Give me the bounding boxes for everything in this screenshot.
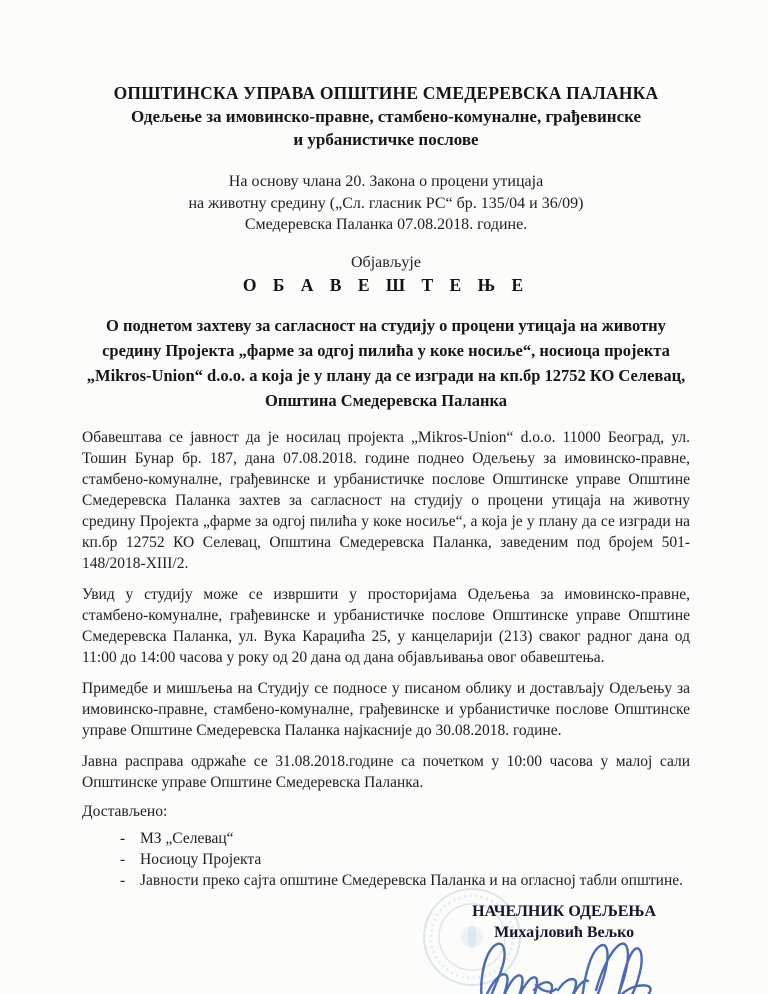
signature-name: Михајловић Вељко xyxy=(494,923,635,941)
body-paragraph: Јавна расправа одржаће се 31.08.2018.године са почетком у 10:00 часова у малој сали Општинске управе Општине Смедеревска Паланка. xyxy=(82,752,690,791)
delivered-list xyxy=(82,828,690,891)
org-title: ОПШТИНСКА УПРАВА ОПШТИНЕ СМЕДЕРЕВСКА ПАЛАНКА xyxy=(113,83,659,103)
legal-basis-line-3: Смедеревска Паланка 07.08.2018. године. xyxy=(244,216,528,233)
list-dash: - xyxy=(120,829,126,847)
legal-basis-line-1: На основу члана 20. Закона о процени утицаја xyxy=(228,173,544,190)
body-paragraph: Увид у студију може се извршити у просторијама Одељења за имовинско-правне, стамбено-комуналне, грађевинске и урбанистичке послове Општинске управе Општине Смедеревска Паланка, ул. Вука Караџића 25, у канцеларији (213) сваког радног дана од 11:00 до 14:00 часова у року од 20 дана од дана објављивања овог обавештења. xyxy=(82,585,690,666)
delivered-item-text: МЗ „Селевац“ xyxy=(140,829,234,847)
document-header xyxy=(82,82,690,151)
legal-basis-line-2: на животну средину („Сл. гласник РС“ бр. 135/04 и 36/09) xyxy=(188,194,584,212)
org-department-line-1: Одељење за имовинско-правне, стамбено-комуналне, грађевинске xyxy=(130,107,642,126)
list-item xyxy=(82,870,690,891)
body-paragraph: Обавештава се јавност да је носилац пројекта „Mikros-Union“ d.o.o. 11000 Београд, ул. Тошин Бунар бр. 187, дана 07.08.2018. године поднео Одељењу за имовинско-правне, стамбено-комуналне, грађевинске и урбанистичке послове Општинске управе Општине Смедеревска Паланка захтев за сагласност на студију о процени утицаја на животну средину Пројекта „фарме за одгој пилића у коке носиље“, а која је у плану да се изгради на кп.бр 12752 КО Селевац, Општина Смедеревска Паланка, заведеним под бројем 501-148/2018-XIII/2. xyxy=(82,428,690,572)
signature-title: НАЧЕЛНИК ОДЕЉЕЊА xyxy=(472,902,656,920)
delivered-label: Достављено: xyxy=(82,802,168,820)
list-item xyxy=(82,828,690,849)
handwritten-signature xyxy=(474,937,656,994)
announce-label: Објављује xyxy=(351,253,421,271)
list-item xyxy=(82,849,690,870)
signature-block xyxy=(472,901,656,943)
delivered-item-text: Јавности преко сајта општине Смедеревска Паланка и на огласној табли општине. xyxy=(140,871,683,889)
notice-subject: О поднетом захтеву за сагласност на студију о процени утицаја на животну средину Пројекта „фарме за одгој пилића у коке носиље“, носиоца пројекта „Mikros-Union“ d.o.o. а која је у плану да се изгради на кп.бр 12752 КО Селевац, Општина Смедеревска Паланка xyxy=(86,315,686,410)
body-paragraph: Примедбе и мишљења на Студију се подносе у писаном облику и достављају Одељењу за имовинско-правне, стамбено-комуналне, грађевинске и урбанистичке послове Општинске управе Општине Смедеревска Паланка најкасније до 30.08.2018. године. xyxy=(82,679,690,739)
org-department-line-2: и урбанистичке послове xyxy=(293,130,479,149)
legal-basis-block xyxy=(82,171,690,236)
list-dash: - xyxy=(120,871,126,889)
delivered-item-text: Носиоцу Пројекта xyxy=(140,850,262,868)
list-dash: - xyxy=(120,850,126,868)
notice-title: О Б А В Е Ш Т Е Њ Е xyxy=(242,274,530,295)
